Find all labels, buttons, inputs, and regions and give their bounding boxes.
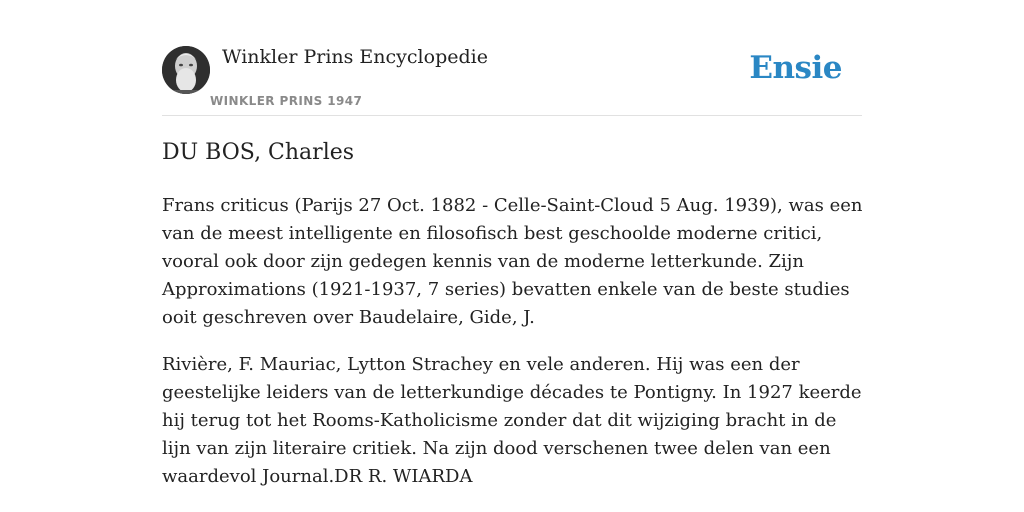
source-title[interactable]: Winkler Prins Encyclopedie [222, 46, 488, 68]
source-avatar-icon[interactable] [162, 46, 210, 94]
entry-title: DU BOS, Charles [162, 140, 355, 165]
article-paragraph-2: Rivière, F. Mauriac, Lytton Strachey en vele anderen. Hij was een der geestelijke leiders van de letterkundige décades te Pontigny. In 1927 keerde hij terug tot het Rooms-Katholicisme zonder dat dit wijziging bracht in de lijn van zijn literaire critiek. Na zijn dood verschenen twee delen van een waardevol Journal.DR R. WIARDA [162, 354, 862, 487]
ensie-logo-link[interactable]: Ensie [749, 50, 842, 86]
article-paragraph-1: Frans criticus (Parijs 27 Oct. 1882 - Celle-Saint-Cloud 5 Aug. 1939), was een van de meest intelligente en filosofisch best geschoolde moderne critici, vooral ook door zijn gedegen kennis van de moderne letterkunde. Zijn Approximations (1921-1937, 7 series) bevatten enkele van de beste studies ooit geschreven over Baudelaire, Gide, J. [162, 195, 863, 328]
source-header [162, 40, 862, 116]
source-subtitle[interactable]: WINKLER PRINS 1947 [210, 94, 363, 108]
